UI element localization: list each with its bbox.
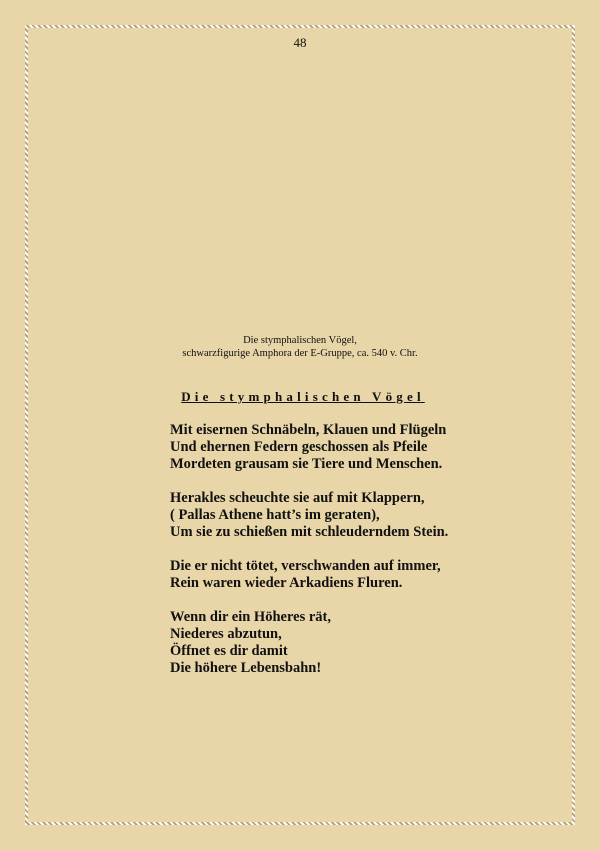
image-caption [0, 334, 600, 360]
caption-line: schwarzfigurige Amphora der E-Gruppe, ca. 540 v. Chr. [182, 348, 418, 359]
poem-line: Mordeten grausam sie Tiere und Menschen. [170, 456, 443, 472]
poem-line: Wenn dir ein Höheres rät, [170, 609, 331, 625]
poem-line: Niederes abzutun, [170, 626, 282, 642]
stanza [170, 558, 448, 592]
poem-line: Herakles scheuchte sie auf mit Klappern, [170, 490, 425, 506]
poem-title: Die stymphalischen Vögel [181, 389, 425, 404]
poem-line: Rein waren wieder Arkadiens Fluren. [170, 575, 403, 591]
poem-line: ( Pallas Athene hatt’s im geraten), [170, 507, 380, 523]
poem-line: Öffnet es dir damit [170, 643, 288, 659]
stanza [170, 490, 448, 541]
poem-line: Und ehernen Federn geschossen als Pfeile [170, 439, 428, 455]
poem-line: Mit eisernen Schnäbeln, Klauen und Flügeln [170, 422, 447, 438]
stanza [170, 422, 448, 473]
poem-line: Die er nicht tötet, verschwanden auf immer, [170, 558, 441, 574]
caption-line: Die stymphalischen Vögel, [243, 335, 357, 346]
stanza [170, 609, 448, 677]
poem-body [170, 422, 448, 694]
page-number: 48 [293, 35, 307, 50]
poem-line: Um sie zu schießen mit schleuderndem Stein. [170, 524, 449, 540]
poem-line: Die höhere Lebensbahn! [170, 660, 322, 676]
